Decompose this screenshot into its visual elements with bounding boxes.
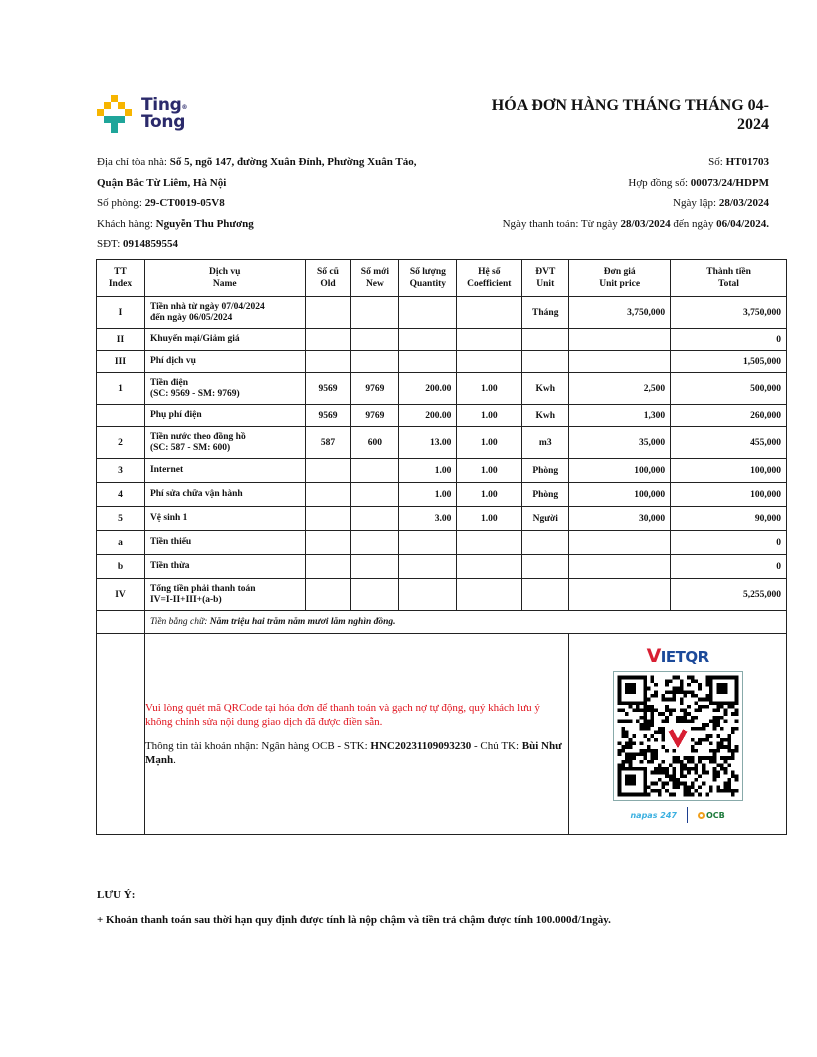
payment-qr-code[interactable] xyxy=(613,671,743,801)
coefficient: 1.00 xyxy=(457,507,522,531)
coefficient xyxy=(457,297,522,329)
quantity: 1.00 xyxy=(399,483,457,507)
new-reading xyxy=(351,459,399,483)
quantity xyxy=(399,297,457,329)
unit-price xyxy=(569,531,671,555)
service-name: Tiền nước theo đồng hồ (SC: 587 - SM: 600) xyxy=(144,427,305,459)
old-reading xyxy=(305,507,351,531)
room-number: Số phòng: 29-CT0019-05V8 xyxy=(97,197,225,210)
service-name: Phí dịch vụ xyxy=(144,351,305,373)
line-total: 90,000 xyxy=(671,507,787,531)
quantity xyxy=(399,329,457,351)
old-reading xyxy=(305,579,351,611)
service-name: Tiền thiếu xyxy=(144,531,305,555)
issue-date: Ngày lập: 28/03/2024 xyxy=(673,197,769,210)
line-total: 455,000 xyxy=(671,427,787,459)
new-reading xyxy=(351,531,399,555)
coefficient xyxy=(457,329,522,351)
table-row xyxy=(97,579,787,611)
quantity xyxy=(399,351,457,373)
service-name: Phụ phí điện xyxy=(144,405,305,427)
column-header: Số cũ Old xyxy=(305,260,351,297)
unit-price: 100,000 xyxy=(569,483,671,507)
tingtong-logo xyxy=(96,95,196,137)
old-reading xyxy=(305,297,351,329)
table-row xyxy=(97,405,787,427)
table-row xyxy=(97,531,787,555)
notes-title: LƯU Ý: xyxy=(97,889,136,901)
new-reading xyxy=(351,483,399,507)
row-index: 5 xyxy=(97,507,145,531)
unit xyxy=(522,329,569,351)
contract-number: Hợp đồng số: 00073/24/HDPM xyxy=(628,176,769,189)
coefficient: 1.00 xyxy=(457,405,522,427)
qr-instruction: Vui lòng quét mã QRCode tại hóa đơn để thanh toán và gạch nợ tự động, quý khách lưu ý không chỉnh sửa nội dung giao dịch đã được điền sẵn. xyxy=(144,702,540,728)
line-total: 500,000 xyxy=(671,373,787,405)
table-row xyxy=(97,427,787,459)
column-header: Số lượng Quantity xyxy=(399,260,457,297)
customer-name: Khách hàng: Nguyễn Thu Phương xyxy=(97,217,254,230)
unit xyxy=(522,351,569,373)
service-name: Tiền nhà từ ngày 07/04/2024 đến ngày 06/05/2024 xyxy=(144,297,305,329)
row-index: IV xyxy=(97,579,145,611)
column-header: Số mới New xyxy=(351,260,399,297)
unit xyxy=(522,531,569,555)
unit: Người xyxy=(522,507,569,531)
line-total: 100,000 xyxy=(671,483,787,507)
table-row xyxy=(97,507,787,531)
payment-period: Ngày thanh toán: Từ ngày 28/03/2024 đến ngày 06/04/2024. xyxy=(502,217,769,230)
column-header: Dịch vụ Name xyxy=(144,260,305,297)
new-reading xyxy=(351,297,399,329)
quantity: 200.00 xyxy=(399,405,457,427)
quantity: 200.00 xyxy=(399,373,457,405)
unit-price xyxy=(569,555,671,579)
unit xyxy=(522,555,569,579)
line-total: 0 xyxy=(671,555,787,579)
napas-logo: napas 247 xyxy=(630,810,677,820)
unit-price xyxy=(569,329,671,351)
old-reading: 9569 xyxy=(305,373,351,405)
unit xyxy=(522,579,569,611)
table-row xyxy=(97,555,787,579)
new-reading xyxy=(351,555,399,579)
row-index: I xyxy=(97,297,145,329)
quantity xyxy=(399,579,457,611)
building-address: Địa chỉ tòa nhà: Số 5, ngõ 147, đường Xuân Đỉnh, Phường Xuân Tảo, Quận Bắc Từ Liêm, Hà Nội xyxy=(97,156,417,189)
new-reading xyxy=(351,351,399,373)
new-reading xyxy=(351,507,399,531)
unit: Phòng xyxy=(522,483,569,507)
row-index: 3 xyxy=(97,459,145,483)
new-reading: 600 xyxy=(351,427,399,459)
customer-info xyxy=(97,152,437,255)
qr-panel xyxy=(569,634,787,835)
ocb-logo: OCB xyxy=(698,811,725,820)
row-index: 2 xyxy=(97,427,145,459)
coefficient: 1.00 xyxy=(457,427,522,459)
table-row xyxy=(97,297,787,329)
service-name: Tiền thừa xyxy=(144,555,305,579)
old-reading xyxy=(305,555,351,579)
coefficient xyxy=(457,531,522,555)
invoice-meta xyxy=(409,152,769,234)
unit-price: 100,000 xyxy=(569,459,671,483)
line-total: 0 xyxy=(671,329,787,351)
table-row xyxy=(97,459,787,483)
late-payment-note: + Khoản thanh toán sau thời hạn quy định được tính là nộp chậm và tiền trả chậm được tính 100.000đ/1ngày. xyxy=(97,914,611,926)
old-reading xyxy=(305,459,351,483)
unit-price: 30,000 xyxy=(569,507,671,531)
quantity xyxy=(399,531,457,555)
unit: Kwh xyxy=(522,405,569,427)
new-reading xyxy=(351,579,399,611)
table-row xyxy=(97,373,787,405)
row-index: II xyxy=(97,329,145,351)
invoice-number: Số: HT01703 xyxy=(708,156,769,168)
row-index: 4 xyxy=(97,483,145,507)
coefficient: 1.00 xyxy=(457,459,522,483)
unit: Tháng xyxy=(522,297,569,329)
service-name: Internet xyxy=(144,459,305,483)
invoice-table xyxy=(96,259,787,835)
line-total: 3,750,000 xyxy=(671,297,787,329)
unit-price: 2,500 xyxy=(569,373,671,405)
service-name: Phí sửa chữa vận hành xyxy=(144,483,305,507)
row-index: b xyxy=(97,555,145,579)
unit: Kwh xyxy=(522,373,569,405)
old-reading xyxy=(305,531,351,555)
amount-in-words: Tiền bằng chữ: Năm triệu hai trăm năm mươi lăm nghìn đồng. xyxy=(144,611,786,634)
customer-phone: SĐT: 0914859554 xyxy=(97,238,179,251)
coefficient xyxy=(457,351,522,373)
row-index: III xyxy=(97,351,145,373)
old-reading: 9569 xyxy=(305,405,351,427)
unit: m3 xyxy=(522,427,569,459)
unit-price: 35,000 xyxy=(569,427,671,459)
tingtong-logo-icon xyxy=(96,95,138,137)
coefficient: 1.00 xyxy=(457,373,522,405)
payment-instructions xyxy=(144,634,568,835)
invoice-title: HÓA ĐƠN HÀNG THÁNG THÁNG 04- 2024 xyxy=(491,97,769,133)
service-name: Vệ sinh 1 xyxy=(144,507,305,531)
unit-price xyxy=(569,579,671,611)
old-reading xyxy=(305,329,351,351)
line-total: 1,505,000 xyxy=(671,351,787,373)
column-header: Đơn giá Unit price xyxy=(569,260,671,297)
coefficient xyxy=(457,555,522,579)
service-name: Khuyến mại/Giảm giá xyxy=(144,329,305,351)
bank-logos xyxy=(574,807,781,823)
row-index: 1 xyxy=(97,373,145,405)
service-name: Tiền điện (SC: 9569 - SM: 9769) xyxy=(144,373,305,405)
unit: Phòng xyxy=(522,459,569,483)
new-reading: 9769 xyxy=(351,405,399,427)
old-reading: 587 xyxy=(305,427,351,459)
old-reading xyxy=(305,351,351,373)
unit-price: 3,750,000 xyxy=(569,297,671,329)
table-header-row xyxy=(97,260,787,297)
quantity xyxy=(399,555,457,579)
ocb-icon xyxy=(698,812,705,819)
line-total: 0 xyxy=(671,531,787,555)
coefficient: 1.00 xyxy=(457,483,522,507)
row-index: a xyxy=(97,531,145,555)
quantity: 13.00 xyxy=(399,427,457,459)
brand-name: Ting® Tong xyxy=(141,95,188,132)
quantity: 1.00 xyxy=(399,459,457,483)
table-row xyxy=(97,483,787,507)
coefficient xyxy=(457,579,522,611)
row-index xyxy=(97,405,145,427)
column-header: TT Index xyxy=(97,260,145,297)
line-total: 100,000 xyxy=(671,459,787,483)
line-total: 260,000 xyxy=(671,405,787,427)
new-reading xyxy=(351,329,399,351)
unit-price: 1,300 xyxy=(569,405,671,427)
payment-row xyxy=(97,634,787,835)
service-name: Tổng tiền phải thanh toán IV=I-II+III+(a-b) xyxy=(144,579,305,611)
column-header: Thành tiền Total xyxy=(671,260,787,297)
unit-price xyxy=(569,351,671,373)
vietqr-logo: VIETQR xyxy=(646,645,709,667)
old-reading xyxy=(305,483,351,507)
amount-in-words-row xyxy=(97,611,787,634)
table-row xyxy=(97,351,787,373)
column-header: Hệ số Coefficient xyxy=(457,260,522,297)
bank-account-info: Thông tin tài khoản nhận: Ngân hàng OCB - STK: HNC20231109093230 - Chủ TK: Bùi Như Mạnh. xyxy=(144,740,562,766)
new-reading: 9769 xyxy=(351,373,399,405)
table-row xyxy=(97,329,787,351)
quantity: 3.00 xyxy=(399,507,457,531)
column-header: ĐVT Unit xyxy=(522,260,569,297)
line-total: 5,255,000 xyxy=(671,579,787,611)
